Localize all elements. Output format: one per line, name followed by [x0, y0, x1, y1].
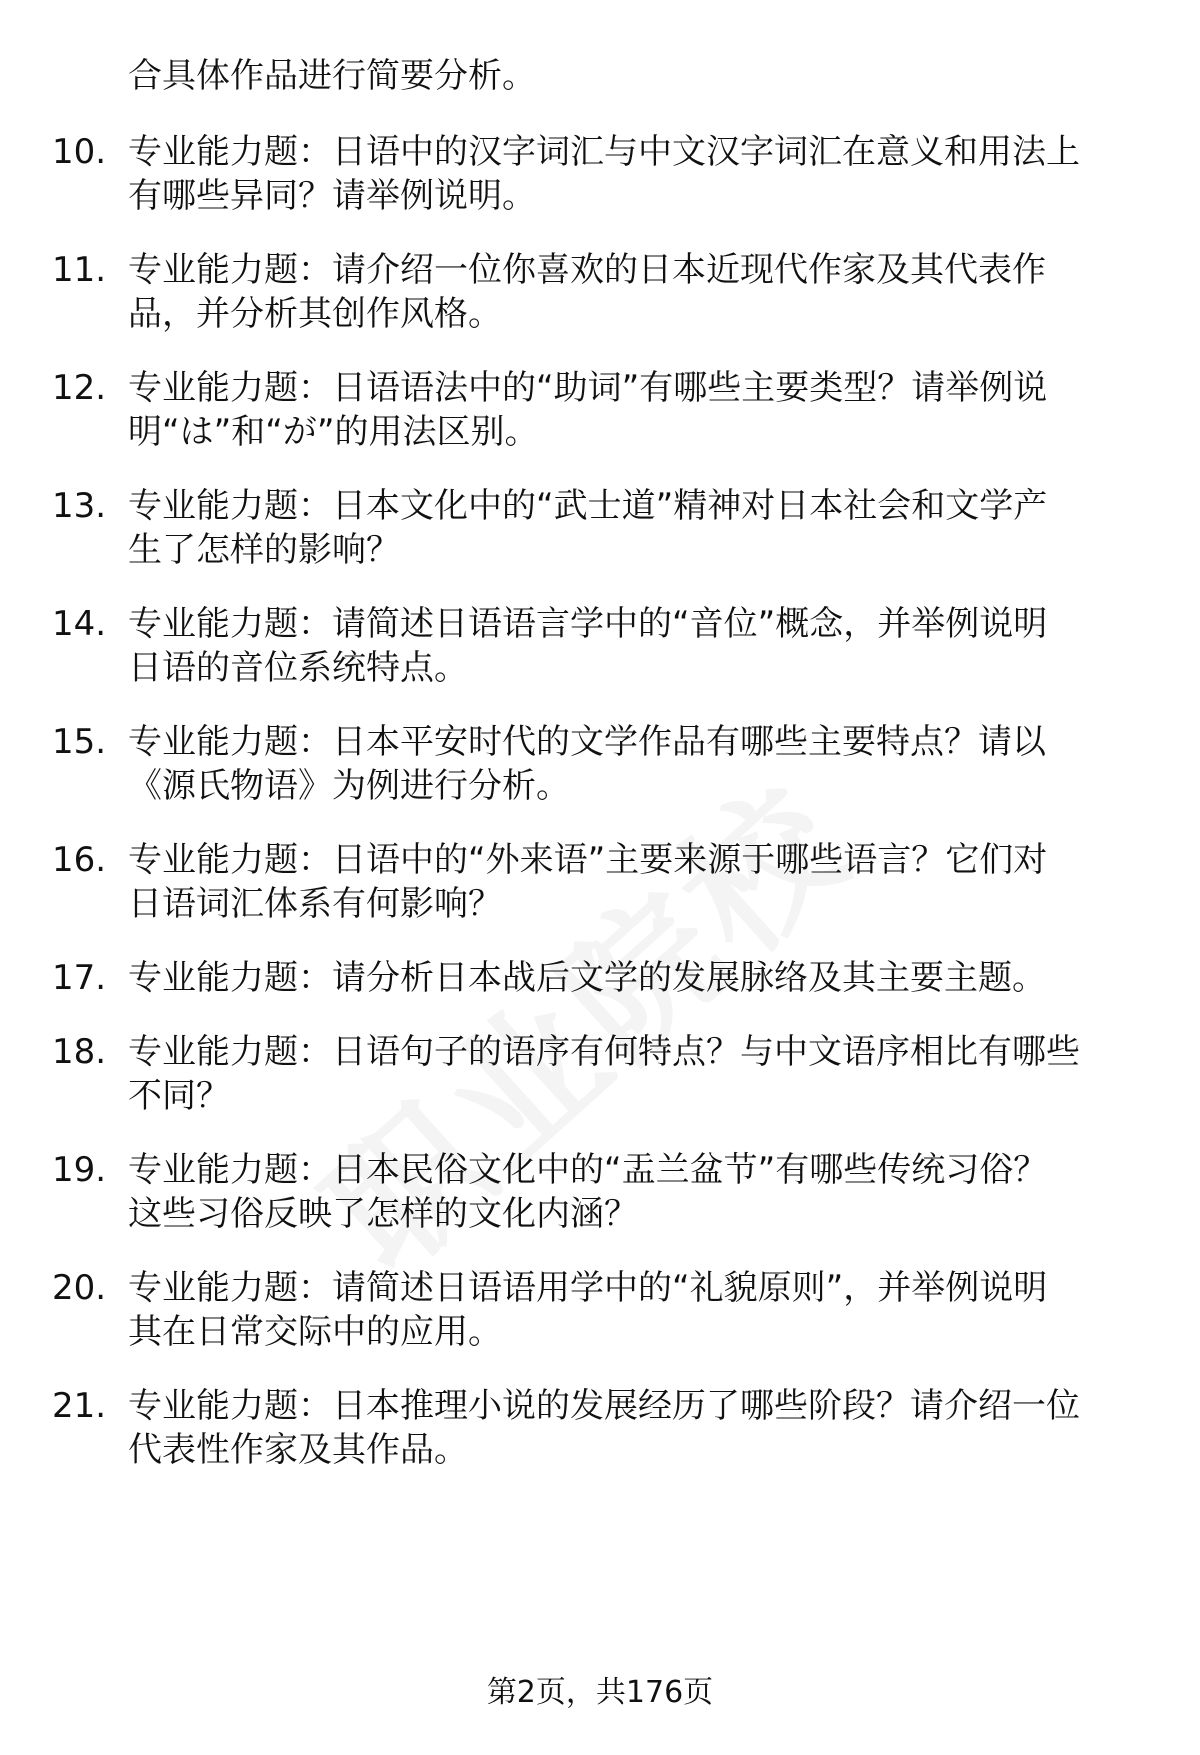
question-line: 专业能力题：日本推理小说的发展经历了哪些阶段？请介绍一位: [128, 1386, 1080, 1426]
question-line: 专业能力题：日语句子的语序有何特点？与中文语序相比有哪些: [128, 1032, 1080, 1072]
question-number: 16.: [52, 840, 107, 880]
question-number: 13.: [52, 486, 107, 526]
question-line: 专业能力题：日语中的汉字词汇与中文汉字词汇在意义和用法上: [128, 132, 1080, 172]
question-line: 这些习俗反映了怎样的文化内涵？: [128, 1194, 638, 1234]
question-line: 专业能力题：日本平安时代的文学作品有哪些主要特点？请以: [128, 722, 1046, 762]
question-number: 21.: [52, 1386, 107, 1426]
question-line: 生了怎样的影响？: [128, 530, 400, 570]
question-line: 专业能力题：请简述日语语用学中的“礼貌原则”，并举例说明: [128, 1268, 1048, 1308]
question-number: 15.: [52, 722, 107, 762]
question-line: 其在日常交际中的应用。: [128, 1312, 502, 1352]
question-line: 日语的音位系统特点。: [128, 648, 468, 688]
question-number: 20.: [52, 1268, 107, 1308]
question-number: 11.: [52, 250, 107, 290]
question-line: 日语词汇体系有何影响？: [128, 884, 502, 924]
question-number: 12.: [52, 368, 107, 408]
question-line: 专业能力题：日本民俗文化中的“盂兰盆节”有哪些传统习俗？: [128, 1150, 1048, 1190]
question-line: 专业能力题：请分析日本战后文学的发展脉络及其主要主题。: [128, 958, 1046, 998]
question-number: 14.: [52, 604, 107, 644]
question-line: 品，并分析其创作风格。: [128, 294, 502, 334]
question-line: 明“は”和“が”的用法区别。: [128, 412, 539, 452]
intro-continuation-line: 合具体作品进行简要分析。: [128, 56, 536, 96]
question-line: 专业能力题：日语语法中的“助词”有哪些主要类型？请举例说: [128, 368, 1048, 408]
question-number: 10.: [52, 132, 107, 172]
page-footer: 第2页，共176页: [486, 1675, 714, 1710]
question-number: 19.: [52, 1150, 107, 1190]
question-line: 专业能力题：请简述日语语言学中的“音位”概念，并举例说明: [128, 604, 1048, 644]
question-number: 18.: [52, 1032, 107, 1072]
question-line: 《源氏物语》为例进行分析。: [128, 766, 570, 806]
question-line: 不同？: [128, 1076, 230, 1116]
question-number: 17.: [52, 958, 107, 998]
question-line: 有哪些异同？请举例说明。: [128, 176, 536, 216]
question-line: 专业能力题：请介绍一位你喜欢的日本近现代作家及其代表作: [128, 250, 1046, 290]
question-line: 专业能力题：日本文化中的“武士道”精神对日本社会和文学产: [128, 486, 1048, 526]
question-line: 代表性作家及其作品。: [128, 1430, 468, 1470]
question-line: 专业能力题：日语中的“外来语”主要来源于哪些语言？它们对: [128, 840, 1048, 880]
